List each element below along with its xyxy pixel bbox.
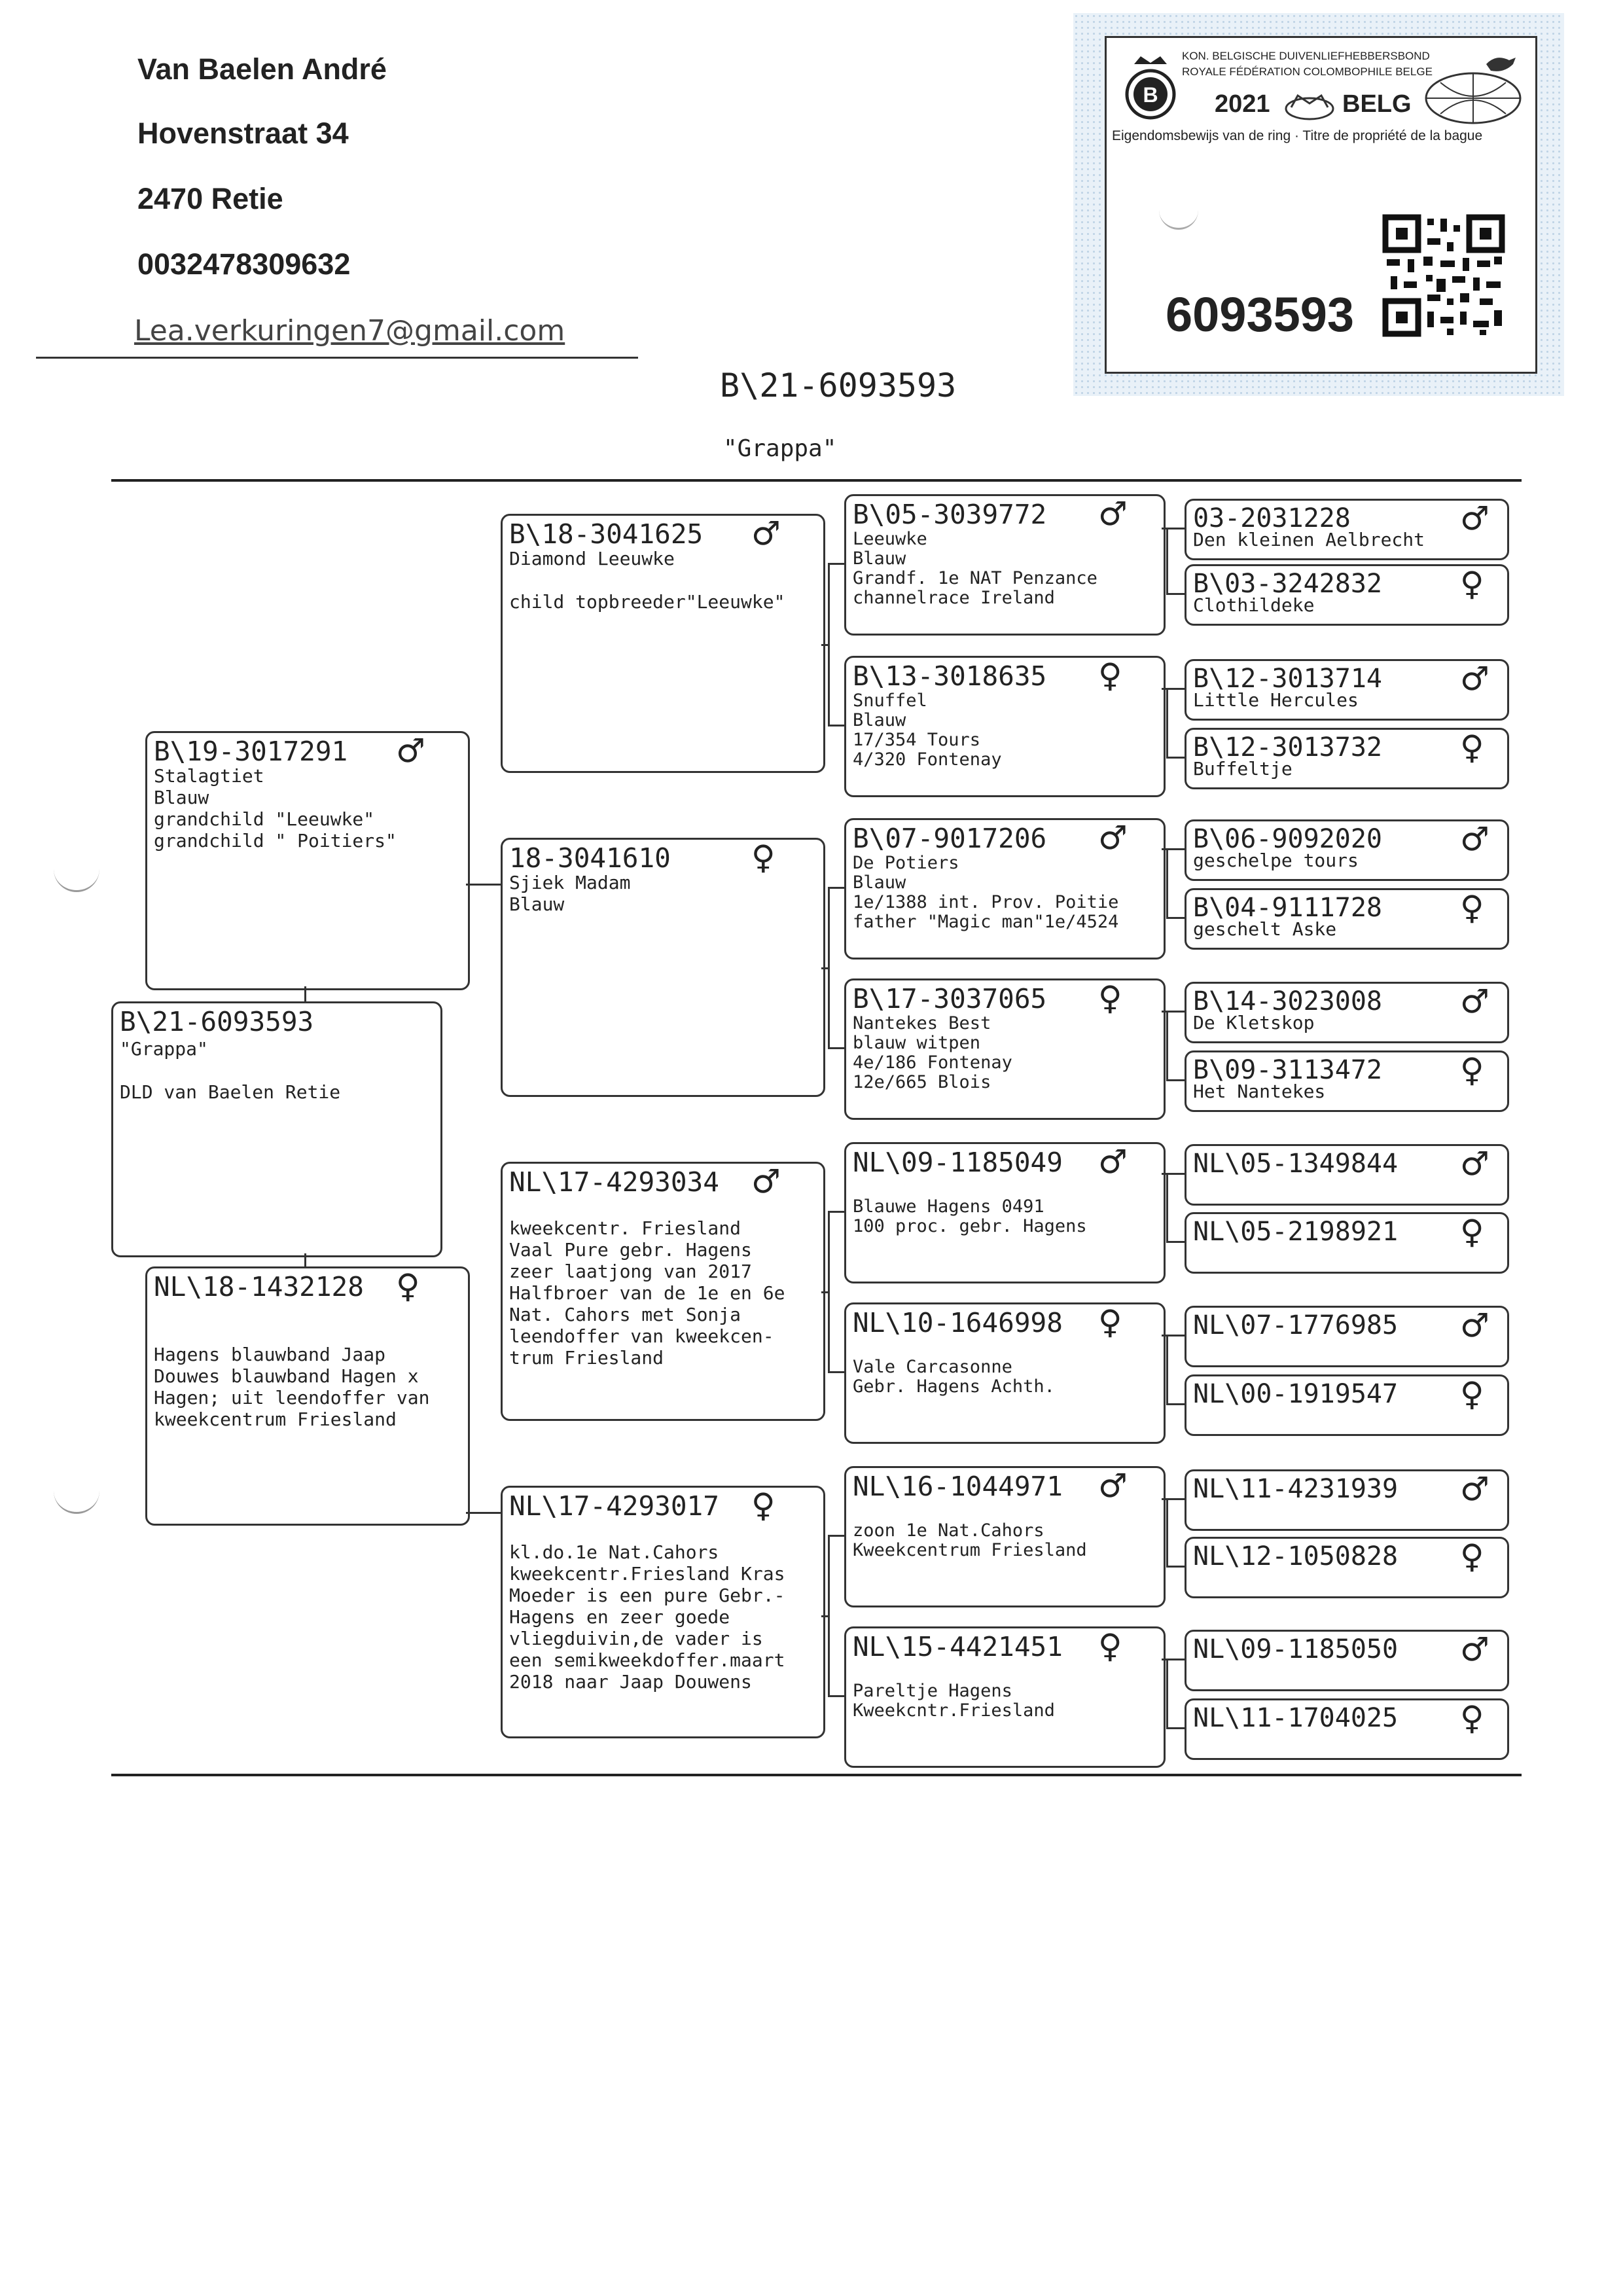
connector-line	[1166, 528, 1185, 529]
great-great-grandparent-box[interactable]	[1185, 819, 1509, 881]
grandparent-box[interactable]	[501, 1162, 825, 1421]
ring-card-inner	[1105, 36, 1537, 374]
pigeon-note-line: 17/354 Tours	[853, 730, 981, 750]
ring-number: NL\17-4293017	[509, 1490, 719, 1522]
pigeon-note-line: 12e/665 Blois	[853, 1072, 991, 1092]
crown-icon	[1283, 89, 1336, 122]
ring-number: B\03-3242832	[1193, 569, 1382, 599]
ring-number: B\17-3037065	[853, 983, 1047, 1014]
male-symbol-icon: ♂	[1460, 660, 1489, 698]
great-grandparent-box[interactable]	[844, 656, 1166, 797]
ring-number: NL\05-1349844	[1193, 1149, 1399, 1179]
connector-line	[828, 1695, 844, 1697]
connector-line	[1166, 1498, 1168, 1568]
connector-line	[828, 887, 844, 889]
male-symbol-icon: ♂	[1098, 495, 1128, 533]
ring-number: B\14-3023008	[1193, 986, 1382, 1016]
ring-number: NL\12-1050828	[1193, 1541, 1399, 1571]
female-symbol-icon: ♀	[1460, 1213, 1484, 1251]
ring-year: 2021	[1215, 90, 1270, 118]
connector-line	[1166, 757, 1185, 759]
connector-line	[1162, 1659, 1166, 1660]
female-symbol-icon: ♀	[1460, 565, 1484, 603]
great-great-grandparent-box[interactable]	[1185, 1212, 1509, 1274]
pigeon-note-line: Blauw	[853, 710, 906, 730]
connector-line	[1162, 528, 1166, 529]
male-symbol-icon: ♂	[1460, 820, 1489, 858]
pigeon-name-title: "Grappa"	[723, 435, 837, 462]
pigeon-note-line: 4/320 Fontenay	[853, 749, 1002, 770]
connector-line	[821, 1615, 828, 1617]
great-grandparent-box[interactable]	[844, 978, 1166, 1120]
logo-letter: B	[1143, 83, 1158, 107]
pigeon-note-line: child topbreeder"Leeuwke"	[509, 591, 785, 613]
pigeon-note-line: 4e/186 Fontenay	[853, 1052, 1012, 1073]
great-great-grandparent-box[interactable]	[1185, 564, 1509, 626]
great-grandparent-box[interactable]	[844, 494, 1166, 636]
connector-line	[828, 1047, 844, 1049]
pigeon-note-line: kweekcentrum Friesland	[154, 1408, 397, 1430]
male-symbol-icon: ♂	[1098, 1143, 1128, 1181]
connector-line	[828, 725, 844, 726]
pigeon-note-line: Kweekcntr.Friesland	[853, 1700, 1055, 1721]
female-symbol-icon: ♀	[396, 1267, 420, 1305]
pigeon-note-line: Vaal Pure gebr. Hagens	[509, 1239, 752, 1261]
ring-number: B\18-3041625	[509, 518, 704, 550]
ring-number: NL\09-1185049	[853, 1147, 1063, 1178]
female-symbol-icon: ♀	[751, 838, 776, 876]
pigeon-note-line: grandchild "Leeuwke"	[154, 808, 375, 830]
ring-number: NL\11-1704025	[1193, 1703, 1399, 1733]
great-great-grandparent-box[interactable]	[1185, 982, 1509, 1043]
ring-number: NL\05-2198921	[1193, 1217, 1399, 1247]
male-symbol-icon: ♂	[1098, 1467, 1128, 1505]
connector-line	[1166, 1011, 1168, 1081]
pigeon-note-line: kweekcentr. Friesland	[509, 1217, 741, 1239]
ring-number: B\12-3013714	[1193, 664, 1382, 694]
connector-line	[821, 1291, 828, 1293]
ring-number: B\21-6093593	[120, 1006, 314, 1037]
great-great-grandparent-box[interactable]	[1185, 728, 1509, 789]
qr-code-icon	[1382, 213, 1506, 338]
connector-line	[828, 1371, 844, 1373]
ring-number: 18-3041610	[509, 842, 671, 874]
owner-name: Van Baelen André	[137, 52, 387, 86]
pigeon-note-line: Blauwe Hagens 0491	[853, 1196, 1044, 1217]
pigeon-note-line: Douwes blauwband Hagen x	[154, 1365, 419, 1387]
connector-line	[1166, 848, 1185, 850]
pigeon-note-line: Grandf. 1e NAT Penzance	[853, 568, 1097, 588]
female-symbol-icon: ♀	[1098, 1627, 1122, 1665]
female-symbol-icon: ♀	[1098, 979, 1122, 1017]
connector-line	[828, 563, 844, 565]
connector-line	[828, 563, 830, 726]
pigeon-note-line: Blauw	[509, 893, 565, 915]
connector-line	[828, 1211, 830, 1373]
ring-number: NL\16-1044971	[853, 1471, 1063, 1502]
pigeon-note-line: leendoffer van kweekcen-	[509, 1325, 774, 1347]
pigeon-note-line: grandchild " Poitiers"	[154, 830, 397, 852]
pigeon-note-line: channelrace Ireland	[853, 588, 1055, 608]
great-grandparent-box[interactable]	[844, 1466, 1166, 1607]
female-symbol-icon: ♀	[1460, 1051, 1484, 1089]
female-symbol-icon: ♀	[1460, 1699, 1484, 1737]
male-symbol-icon: ♂	[1098, 819, 1128, 857]
great-grandparent-box[interactable]	[844, 1142, 1166, 1283]
great-great-grandparent-box[interactable]	[1185, 1469, 1509, 1531]
ring-number: B\05-3039772	[853, 499, 1047, 530]
owner-city: 2470 Retie	[137, 182, 283, 215]
great-great-grandparent-box[interactable]	[1185, 1050, 1509, 1112]
header-underline	[36, 357, 638, 359]
pigeon-note-line: Hagens en zeer goede	[509, 1606, 730, 1628]
connector-line	[1166, 593, 1185, 595]
ring-number: 03-2031228	[1193, 503, 1351, 533]
male-symbol-icon: ♂	[1460, 1630, 1489, 1668]
connector-line	[1166, 1566, 1185, 1568]
ring-number: NL\17-4293034	[509, 1166, 719, 1198]
connector-line	[1166, 1335, 1168, 1405]
pigeon-note-line: Stalagtiet	[154, 765, 264, 787]
connector-line	[1166, 1079, 1185, 1081]
pigeon-note-line: Diamond Leeuwke	[509, 548, 675, 569]
connector-line	[1166, 1498, 1185, 1500]
connector-line	[466, 884, 501, 886]
male-symbol-icon: ♂	[396, 732, 425, 770]
pigeon-note-line: Pareltje Hagens	[853, 1681, 1012, 1701]
pigeon-note-line: Little Hercules	[1193, 689, 1359, 711]
pigeon-note-line: Moeder is een pure Gebr.-	[509, 1585, 785, 1606]
connector-line	[828, 1211, 844, 1213]
card-punch-hole	[1159, 208, 1198, 230]
male-symbol-icon: ♂	[1460, 499, 1489, 537]
female-symbol-icon: ♀	[751, 1486, 776, 1524]
male-symbol-icon: ♂	[751, 514, 781, 552]
pigeon-note-line: Buffeltje	[1193, 758, 1293, 780]
ring-number: B\12-3013732	[1193, 732, 1382, 762]
pigeon-note-line: geschelt Aske	[1193, 918, 1337, 940]
grandparent-box[interactable]	[501, 514, 825, 773]
ring-number: NL\11-4231939	[1193, 1474, 1399, 1504]
male-symbol-icon: ♂	[1460, 1306, 1489, 1344]
female-symbol-icon: ♀	[1460, 1375, 1484, 1413]
connector-line	[1162, 1335, 1166, 1336]
great-great-grandparent-box[interactable]	[1185, 1630, 1509, 1691]
pigeon-note-line: 100 proc. gebr. Hagens	[853, 1216, 1087, 1236]
ring-number: NL\07-1776985	[1193, 1310, 1399, 1340]
ring-card-subtitle: Eigendomsbewijs van de ring · Titre de propriété de la bague	[1112, 128, 1483, 143]
owner-street: Hovenstraat 34	[137, 117, 349, 150]
pigeon-note-line: Nat. Cahors met Sonja	[509, 1304, 741, 1325]
connector-line	[1166, 688, 1168, 759]
owner-phone: 0032478309632	[137, 247, 351, 281]
bottom-rule	[111, 1774, 1522, 1776]
connector-line	[1166, 917, 1185, 919]
grandparent-box[interactable]	[501, 1486, 825, 1738]
pigeon-note-line: vliegduivin,de vader is	[509, 1628, 763, 1649]
binder-hole-top	[54, 864, 99, 892]
connector-subject-dam	[304, 1253, 306, 1266]
pigeon-note-line: Blauw	[853, 872, 906, 893]
pigeon-note-line: Kweekcentrum Friesland	[853, 1540, 1087, 1560]
ring-number: B\09-3113472	[1193, 1055, 1382, 1085]
pigeon-note-line: Den kleinen Aelbrecht	[1193, 529, 1425, 550]
pigeon-note-line: zoon 1e Nat.Cahors	[853, 1520, 1044, 1541]
globe-pigeon-icon	[1418, 51, 1529, 130]
connector-line	[1166, 1241, 1185, 1243]
connector-line	[1166, 1659, 1168, 1729]
pigeon-note-line: Sjiek Madam	[509, 872, 631, 893]
binder-hole-bottom	[54, 1486, 99, 1514]
great-grandparent-box[interactable]	[844, 1626, 1166, 1768]
female-symbol-icon: ♀	[1460, 889, 1484, 927]
great-great-grandparent-box[interactable]	[1185, 659, 1509, 721]
female-symbol-icon: ♀	[1098, 656, 1122, 694]
connector-line	[1162, 848, 1166, 850]
ring-number: B\04-9111728	[1193, 893, 1382, 923]
connector-line	[1162, 688, 1166, 690]
ring-number: NL\00-1919547	[1193, 1379, 1399, 1409]
female-symbol-icon: ♀	[1098, 1303, 1122, 1341]
ring-number: NL\18-1432128	[154, 1271, 364, 1302]
great-great-grandparent-box[interactable]	[1185, 888, 1509, 950]
male-symbol-icon: ♂	[1460, 1470, 1489, 1508]
ring-number: 6093593	[1166, 287, 1355, 342]
pigeon-note-line: Vale Carcasonne	[853, 1357, 1012, 1377]
pigeon-note-line: DLD van Baelen Retie	[120, 1081, 341, 1103]
connector-line	[828, 1535, 830, 1697]
pigeon-note-line: Snuffel	[853, 691, 927, 711]
dam-box[interactable]	[145, 1266, 470, 1526]
pigeon-note-line: geschelpe tours	[1193, 850, 1359, 871]
female-symbol-icon: ♀	[1460, 728, 1484, 766]
pigeon-note-line: Leeuwke	[853, 529, 927, 549]
great-grandparent-box[interactable]	[844, 818, 1166, 960]
connector-line	[1166, 1011, 1185, 1013]
connector-line	[1166, 528, 1168, 595]
pigeon-note-line: Halfbroer van de 1e en 6e	[509, 1282, 785, 1304]
pigeon-note-line: trum Friesland	[509, 1347, 664, 1369]
pigeon-note-line: De Kletskop	[1193, 1012, 1315, 1033]
pigeon-note-line: Blauw	[853, 548, 906, 569]
pigeon-note-line: blauw witpen	[853, 1033, 981, 1053]
great-great-grandparent-box[interactable]	[1185, 499, 1509, 560]
pigeon-note-line: kweekcentr.Friesland Kras	[509, 1563, 785, 1585]
org-name-fr: ROYALE FÉDÉRATION COLOMBOPHILE BELGE	[1182, 65, 1433, 78]
connector-line	[1166, 1173, 1185, 1175]
subject-box[interactable]	[111, 1001, 442, 1257]
connector-line	[1166, 1173, 1168, 1243]
ring-country: BELG	[1342, 90, 1412, 118]
ring-number: B\13-3018635	[853, 660, 1047, 692]
ring-number: B\19-3017291	[154, 736, 348, 767]
ring-number: NL\09-1185050	[1193, 1634, 1399, 1664]
great-great-grandparent-box[interactable]	[1185, 1306, 1509, 1367]
pigeon-note-line: 1e/1388 int. Prov. Poitie	[853, 892, 1119, 912]
connector-line	[1166, 1659, 1185, 1660]
org-name-nl: KON. BELGISCHE DUIVENLIEFHEBBERSBOND	[1182, 50, 1430, 62]
great-grandparent-box[interactable]	[844, 1302, 1166, 1444]
ring-ownership-card	[1073, 13, 1564, 396]
pigeon-ring-title: B\21-6093593	[720, 367, 957, 404]
connector-line	[1166, 1335, 1185, 1336]
pigeon-note-line: "Grappa"	[120, 1038, 208, 1060]
owner-email[interactable]: Lea.verkuringen7@gmail.com	[134, 314, 565, 348]
connector-line	[1166, 848, 1168, 919]
connector-line	[1162, 1498, 1166, 1500]
pigeon-note-line: zeer laatjong van 2017	[509, 1261, 752, 1282]
connector-line	[1166, 1727, 1185, 1729]
pigeon-note-line: Hagens blauwband Jaap	[154, 1344, 386, 1365]
connector-line	[828, 1535, 844, 1537]
pigeon-note-line: Nantekes Best	[853, 1013, 991, 1033]
connector-line	[828, 887, 830, 1049]
pigeon-note-line: Het Nantekes	[1193, 1081, 1326, 1102]
ring-number: NL\10-1646998	[853, 1307, 1063, 1338]
great-great-grandparent-box[interactable]	[1185, 1374, 1509, 1436]
federation-logo-icon	[1121, 51, 1180, 123]
pigeon-note-line: father "Magic man"1e/4524	[853, 912, 1119, 932]
male-symbol-icon: ♂	[751, 1162, 781, 1200]
pigeon-note-line: kl.do.1e Nat.Cahors	[509, 1541, 719, 1563]
great-great-grandparent-box[interactable]	[1185, 1698, 1509, 1760]
pigeon-note-line: De Potiers	[853, 853, 959, 873]
connector-line	[821, 967, 828, 969]
great-great-grandparent-box[interactable]	[1185, 1537, 1509, 1598]
top-rule	[111, 479, 1522, 482]
connector-line	[1162, 1173, 1166, 1175]
connector-line	[466, 1512, 501, 1514]
connector-line	[821, 644, 828, 646]
ring-number: B\06-9092020	[1193, 824, 1382, 854]
pigeon-note-line: Clothildeke	[1193, 594, 1315, 616]
pigeon-note-line: Hagen; uit leendoffer van	[154, 1387, 430, 1408]
female-symbol-icon: ♀	[1460, 1537, 1484, 1575]
sire-box[interactable]	[145, 731, 470, 990]
pigeon-note-line: een semikweekdoffer.maart	[509, 1649, 785, 1671]
male-symbol-icon: ♂	[1460, 982, 1489, 1020]
grandparent-box[interactable]	[501, 838, 825, 1097]
pigeon-note-line: 2018 naar Jaap Douwens	[509, 1671, 752, 1693]
connector-line	[1166, 688, 1185, 690]
connector-line	[1162, 1011, 1166, 1013]
ring-number: B\07-9017206	[853, 823, 1047, 854]
male-symbol-icon: ♂	[1460, 1145, 1489, 1183]
great-great-grandparent-box[interactable]	[1185, 1144, 1509, 1206]
connector-line	[1166, 1403, 1185, 1405]
pigeon-note-line: Blauw	[154, 787, 209, 808]
pigeon-note-line: Gebr. Hagens Achth.	[853, 1376, 1055, 1397]
ring-number: NL\15-4421451	[853, 1631, 1063, 1662]
connector-subject-sire	[304, 986, 306, 1001]
